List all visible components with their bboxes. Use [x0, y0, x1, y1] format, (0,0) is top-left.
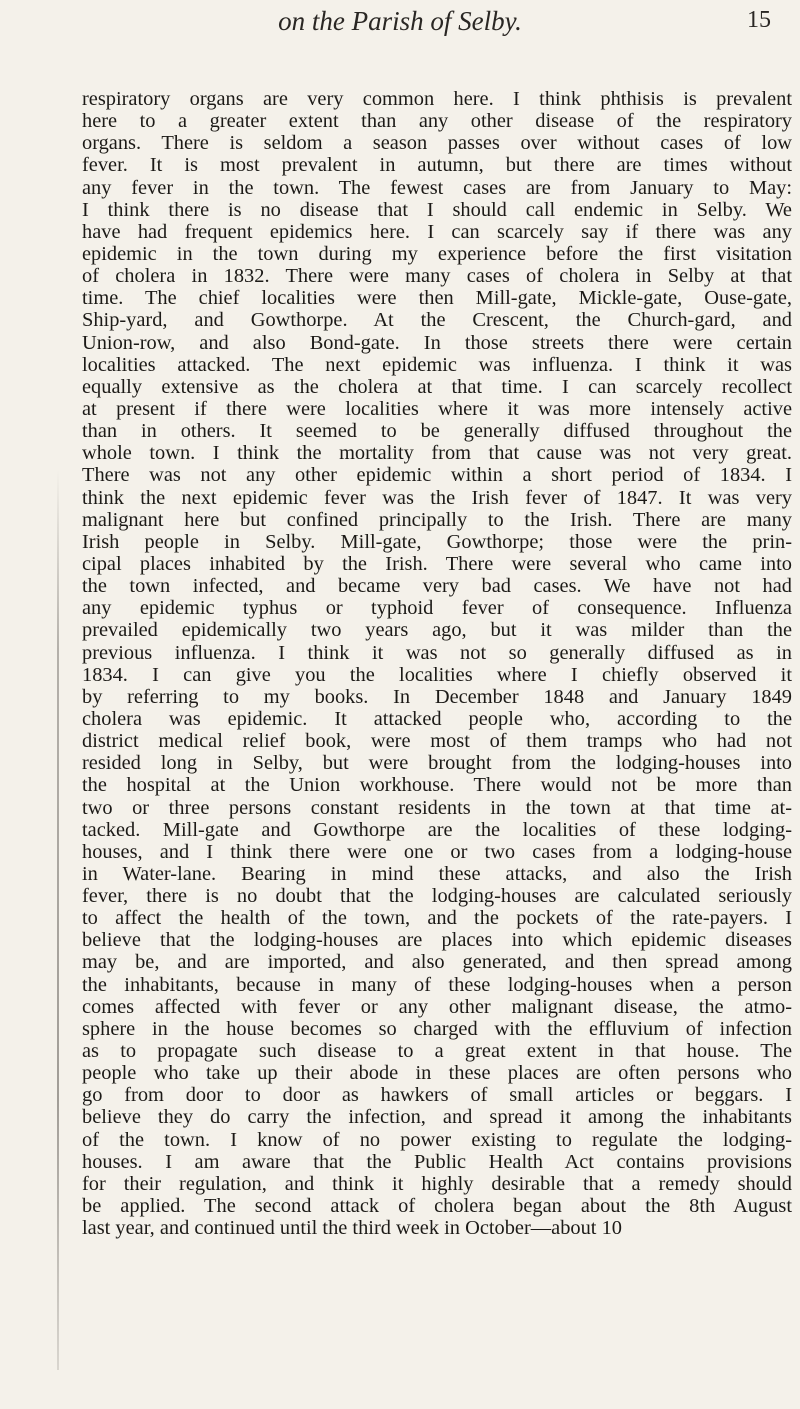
text-line: fever. It is most prevalent in autumn, but there are times without [82, 154, 792, 177]
binding-shadow [57, 470, 59, 1370]
text-line: of cholera in 1832. There were many cases of cholera in Selby at that [82, 265, 792, 288]
body-text [82, 88, 792, 1239]
text-line: here to a greater extent than any other disease of the respiratory [82, 110, 792, 133]
running-title: on the Parish of Selby. [278, 6, 522, 36]
text-line: think the next epidemic fever was the Irish fever of 1847. It was very [82, 486, 792, 509]
text-line: district medical relief book, were most of them tramps who had not [82, 730, 792, 753]
text-line: previous influenza. I think it was not so generally diffused as in [82, 641, 792, 664]
text-line: than in others. It seemed to be generally diffused throughout the [82, 420, 792, 443]
text-line: organs. There is seldom a season passes over without cases of low [82, 132, 792, 155]
text-line: the inhabitants, because in many of these lodging-houses when a person [82, 973, 792, 996]
text-line: tacked. Mill-gate and Gowthorpe are the localities of these lodging- [82, 818, 792, 841]
text-line: to affect the health of the town, and the pockets of the rate-payers. I [82, 907, 792, 930]
text-line: comes affected with fever or any other malignant disease, the atmo- [82, 995, 792, 1018]
text-line: last year, and continued until the third week in October—about 10 [82, 1217, 622, 1240]
text-line: for their regulation, and think it highly desirable that a remedy should [82, 1172, 792, 1195]
page-number: 15 [747, 7, 771, 33]
text-line: as to propagate such disease to a great extent in that house. The [82, 1040, 792, 1063]
text-line: cipal places inhabited by the Irish. There were several who came into [82, 552, 792, 575]
text-line: the hospital at the Union workhouse. There would not be more than [82, 774, 792, 797]
text-line: believe that the lodging-houses are places into which epidemic diseases [82, 929, 792, 952]
text-line: resided long in Selby, but were brought from the lodging-houses into [82, 752, 792, 775]
text-line: localities attacked. The next epidemic was influenza. I think it was [82, 353, 792, 376]
text-line: in Water-lane. Bearing in mind these attacks, and also the Irish [82, 862, 792, 885]
text-line: believe they do carry the infection, and spread it among the inhabitants [82, 1106, 792, 1129]
text-line: prevailed epidemically two years ago, but it was milder than the [82, 619, 792, 642]
text-line: fever, there is no doubt that the lodging-houses are calculated seriously [82, 885, 792, 908]
page-header [0, 6, 800, 46]
text-line: any fever in the town. The fewest cases are from January to May: [82, 176, 792, 199]
text-line: There was not any other epidemic within a short period of 1834. I [82, 464, 792, 487]
text-line: 1834. I can give you the localities where I chiefly observed it [82, 663, 792, 686]
text-line: at present if there were localities where it was more intensely active [82, 397, 792, 420]
text-line: houses. I am aware that the Public Health Act contains provisions [82, 1150, 792, 1173]
text-line: Irish people in Selby. Mill-gate, Gowthorpe; those were the prin- [82, 530, 792, 553]
text-line: I think there is no disease that I should call endemic in Selby. We [82, 198, 792, 221]
text-line: two or three persons constant residents in the town at that time at- [82, 796, 792, 819]
text-line: Ship-yard, and Gowthorpe. At the Crescent, the Church-gard, and [82, 309, 792, 332]
text-line: equally extensive as the cholera at that time. I can scarcely recollect [82, 375, 792, 398]
text-line: malignant here but confined principally to the Irish. There are many [82, 508, 792, 531]
text-line: respiratory organs are very common here. I think phthisis is prevalent [82, 88, 792, 110]
text-line: be applied. The second attack of cholera began about the 8th August [82, 1195, 792, 1218]
text-line: epidemic in the town during my experience before the first visitation [82, 242, 792, 265]
text-line: sphere in the house becomes so charged with the effluvium of infection [82, 1017, 792, 1040]
text-line: by referring to my books. In December 1848 and January 1849 [82, 685, 792, 708]
text-line: cholera was epidemic. It attacked people who, according to the [82, 707, 792, 730]
text-line: houses, and I think there were one or two cases from a lodging-house [82, 840, 792, 863]
text-line: any epidemic typhus or typhoid fever of consequence. Influenza [82, 597, 792, 620]
text-line: time. The chief localities were then Mill-gate, Mickle-gate, Ouse-gate, [82, 287, 792, 310]
text-line: go from door to door as hawkers of small articles or beggars. I [82, 1084, 792, 1107]
text-line: Union-row, and also Bond-gate. In those streets there were certain [82, 331, 792, 354]
text-line: may be, and are imported, and also generated, and then spread among [82, 951, 792, 974]
text-line: whole town. I think the mortality from that cause was not very great. [82, 442, 792, 465]
text-line: people who take up their abode in these places are often persons who [82, 1062, 792, 1085]
text-line: the town infected, and became very bad cases. We have not had [82, 575, 792, 598]
text-line: of the town. I know of no power existing to regulate the lodging- [82, 1128, 792, 1151]
text-line: have had frequent epidemics here. I can scarcely say if there was any [82, 220, 792, 243]
